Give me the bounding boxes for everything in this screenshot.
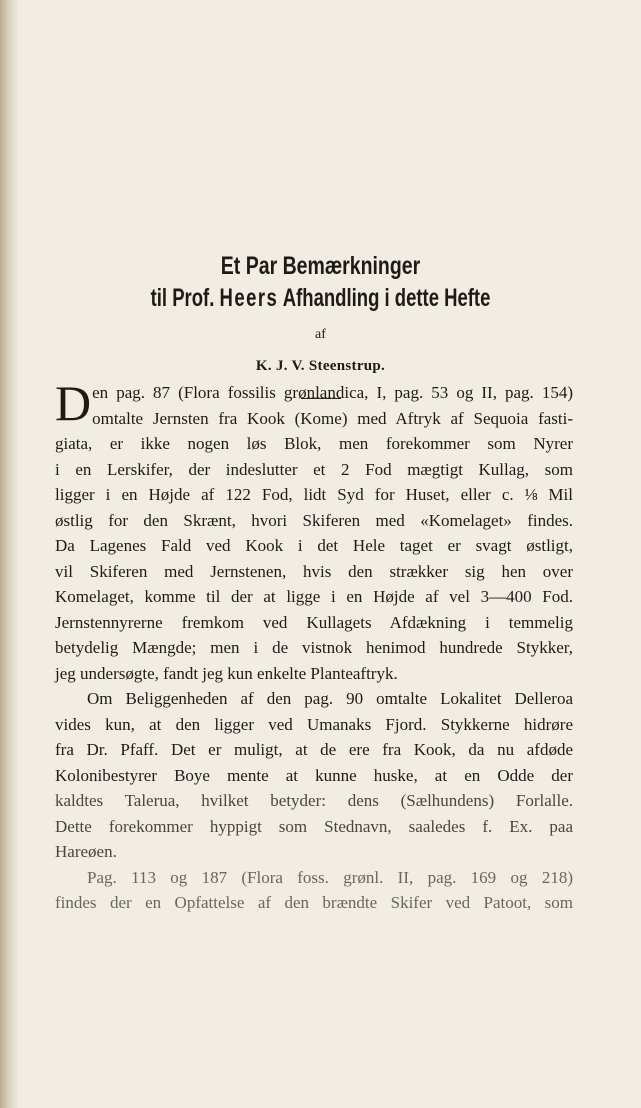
paragraph-2 xyxy=(55,686,573,865)
text-line: i en Lerskifer, der indeslutter et 2 Fod mægtigt Kullag, som xyxy=(55,459,573,479)
text-line: kaldtes Talerua, hvilket betyder: dens (Sælhundens) Forlalle. xyxy=(55,791,573,810)
text-line: vil Skiferen med Jernstenen, hvis den strækker sig hen over xyxy=(55,561,573,581)
text-line: jeg undersøgte, fandt jeg kun enkelte Planteaftryk. xyxy=(55,663,398,683)
paragraph-1 xyxy=(55,375,573,686)
text-line: Dette forekommer hyppigt som Stednavn, saaledes f. Ex. paa xyxy=(55,816,573,836)
text-line: Da Lagenes Fald ved Kook i det Hele taget er svagt østligt, xyxy=(55,536,573,555)
title-line-2 xyxy=(83,282,557,314)
paragraph-3 xyxy=(55,865,573,916)
title-line-1: Et Par Bemærkninger xyxy=(220,252,421,280)
text-line: giata, er ikke nogen løs Blok, men forekommer som Nyrer xyxy=(55,434,573,453)
text-line: Om Beliggenheden af den pag. 90 omtalte Lokalitet Delleroa xyxy=(87,689,573,708)
text-line: Jernstennyrerne fremkom ved Kullagets Afdækning i temmelig xyxy=(55,612,573,632)
text-line: ligger i en Højde af 122 Fod, lidt Syd for Huset, eller c. ⅛ Mil xyxy=(55,485,573,504)
text-line: Pag. 113 og 187 (Flora foss. grønl. II, pag. 169 og 218) xyxy=(87,867,573,887)
title-line-2-name: Heers xyxy=(219,284,279,312)
text-line: findes der en Opfattelse af den brændte Skifer ved Patoot, som xyxy=(55,893,573,912)
title-block xyxy=(0,250,641,399)
text-line: Kolonibestyrer Boye mente at kunne huske, at en Odde der xyxy=(55,765,573,785)
page-binding-shadow xyxy=(0,0,18,1108)
author-name: K. J. V. Steenstrup. xyxy=(255,358,386,374)
byline-af: af xyxy=(315,327,326,342)
text-line: vides kun, at den ligger ved Umanaks Fjord. Stykkerne hidrøre xyxy=(55,714,573,734)
text-line: østlig for den Skrænt, hvori Skiferen med «Komelaget» findes. xyxy=(55,510,573,530)
article-body xyxy=(55,375,573,916)
drop-cap: D xyxy=(55,375,92,431)
text-line: Komelaget, komme til der at ligge i en Højde af vel 3—400 Fod. xyxy=(55,587,573,606)
title-line-2-prefix: til Prof. xyxy=(150,284,215,312)
text-line: Hareøen. xyxy=(55,842,117,861)
text-line: omtalte Jernsten fra Kook (Kome) med Aftryk af Sequoia fasti- xyxy=(92,408,573,428)
text-line: en pag. 87 (Flora fossilis grønlandica, I, pag. 53 og II, pag. 154) xyxy=(92,383,573,402)
text-line: fra Dr. Pfaff. Det er muligt, at de ere fra Kook, da nu afdøde xyxy=(55,740,573,759)
text-line: betydelig Mængde; men i de vistnok henimod hundrede Stykker, xyxy=(55,638,573,657)
title-line-2-suffix: Afhandling i dette Hefte xyxy=(282,284,491,312)
